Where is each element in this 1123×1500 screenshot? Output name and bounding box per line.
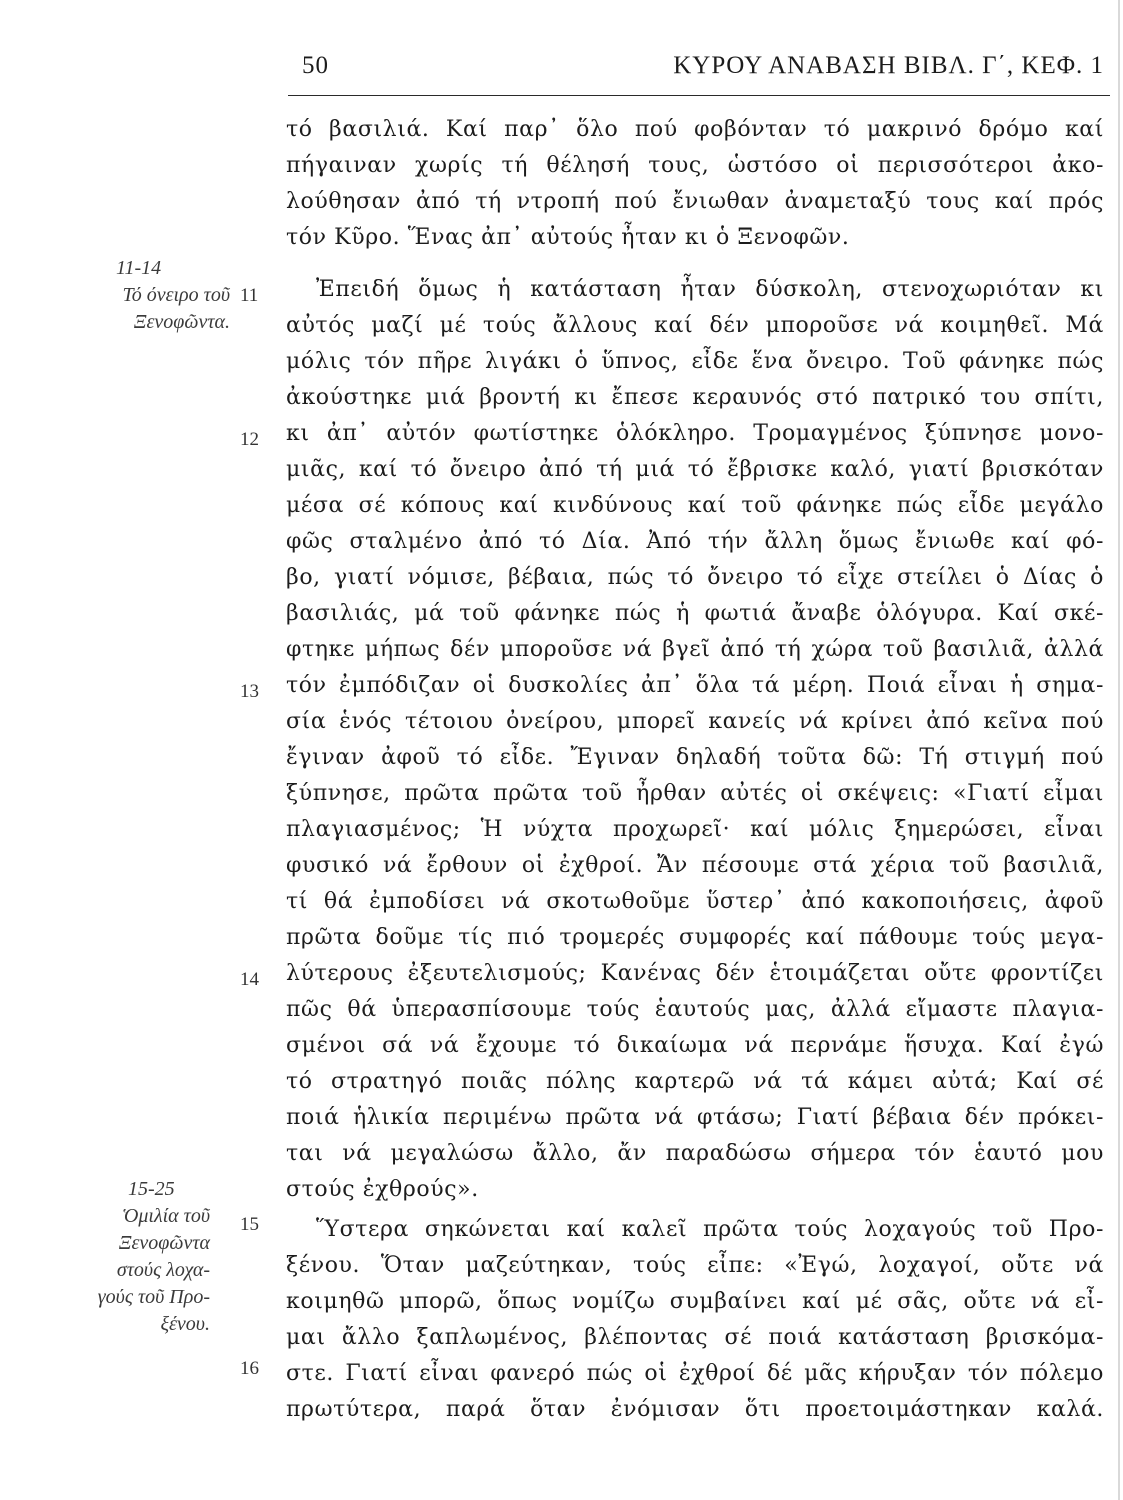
text-line: μόλις τόν πῆρε λιγάκι ὁ ὕπνος, εἶδε ἕνα ὄνειρο. Τοῦ φάνηκε πώς [286,349,1104,374]
text-line: ξένου. Ὅταν μαζεύτηκαν, τούς εἶπε: «Ἐγώ, λοχαγοί, οὔτε νά [286,1253,1104,1278]
margin-note-line: ξένου. [160,1313,210,1335]
margin-note-range: 15-25 [128,1178,175,1200]
text-line: φῶς σταλμένο ἀπό τό Δία. Ἀπό τήν ἄλλη ὅμως ἔνιωθε καί φό- [286,529,1104,554]
margin-note-dream [68,255,230,336]
text-line: τό βασιλιά. Καί παρ᾿ ὅλο πού φοβόνταν τό μακρινό δρόμο καί [286,117,1104,142]
text-line: μιᾶς, καί τό ὄνειρο ἀπό τή μιά τό ἔβρισκε καλό, γιατί βρισκόταν [286,457,1104,482]
header-rule [288,95,1110,96]
text-line: πῶς θά ὑπερασπίσουμε τούς ἑαυτούς μας, ἀλλά εἴμαστε πλαγια- [286,997,1104,1022]
text-line: ποιά ἡλικία περιμένω πρῶτα νά φτάσω; Γιατί βέβαια δέν πρόκει- [286,1105,1104,1130]
text-line: Ἐπειδή ὅμως ἡ κατάσταση ἦταν δύσκολη, στενοχωριόταν κι [316,277,1104,302]
text-line: φυσικό νά ἔρθουν οἱ ἐχθροί. Ἄν πέσουμε στά χέρια τοῦ βασιλιᾶ, [286,853,1104,878]
margin-note-speech [60,1176,210,1338]
text-line: μέσα σέ κόπους καί κινδύνους καί τοῦ φάνηκε πώς εἶδε μεγάλο [286,493,1104,518]
text-line: Ὕστερα σηκώνεται καί καλεῖ πρῶτα τούς λοχαγούς τοῦ Προ- [316,1217,1104,1242]
running-title: ΚΥΡΟΥ ΑΝΑΒΑΣΗ ΒΙΒΛ. Γ΄, ΚΕΦ. 1 [673,52,1104,79]
text-line: λύτερους ἐξευτελισμούς; Κανένας δέν ἑτοιμάζεται οὔτε φροντίζει [286,961,1104,986]
section-number: 12 [240,429,259,450]
text-line: ἀκούστηκε μιά βροντή κι ἔπεσε κεραυνός στό πατρικό του σπίτι, [286,385,1104,410]
margin-note-line: γούς τοῦ Προ- [97,1286,210,1308]
text-line: κοιμηθῶ μπορῶ, ὅπως νομίζω συμβαίνει καί μέ σᾶς, οὔτε νά εἶ- [286,1289,1104,1314]
text-line: τόν Κῦρο. Ἕνας ἀπ᾿ αὐτούς ἦταν κι ὁ Ξενοφῶν. [286,225,850,250]
text-line: φτηκε μήπως δέν μποροῦσε νά βγεῖ ἀπό τή χώρα τοῦ βασιλιᾶ, ἀλλά [286,637,1104,662]
margin-note-range: 11-14 [116,257,162,279]
margin-note-line: Ξενοφῶντα. [133,311,230,333]
text-line: πρωτύτερα, παρά ὅταν ἐνόμισαν ὅτι προετοιμάστηκαν καλά. [286,1397,1104,1422]
page-header [300,52,1110,88]
text-line: ται νά μεγαλώσω ἄλλο, ἄν παραδώσω σήμερα τόν ἑαυτό μου [286,1141,1104,1166]
text-line: τί θά ἐμποδίσει νά σκοτωθοῦμε ὕστερ᾿ ἀπό κακοποιήσεις, ἀφοῦ [286,889,1104,914]
margin-note-line: Ὁμιλία τοῦ [121,1205,210,1227]
text-line: στε. Γιατί εἶναι φανερό πώς οἱ ἐχθροί δέ μᾶς κήρυξαν τόν πόλεμο [286,1361,1104,1386]
page-edge [1118,0,1120,1500]
text-line: βο, γιατί νόμισε, βέβαια, πώς τό ὄνειρο τό εἶχε στείλει ὁ Δίας ὁ [286,565,1104,590]
section-number: 14 [240,969,259,990]
text-line: λούθησαν ἀπό τή ντροπή πού ἔνιωθαν ἀναμεταξύ τους καί πρός [286,189,1104,214]
margin-note-line: Ξενοφῶντα [118,1232,210,1254]
margin-note-line: στούς λοχα- [116,1259,210,1281]
text-line: ἔγιναν ἀφοῦ τό εἶδε. Ἔγιναν δηλαδή τοῦτα δῶ: Τή στιγμή πού [286,745,1104,770]
text-line: σία ἑνός τέτοιου ὀνείρου, μπορεῖ κανείς νά κρίνει ἀπό κεῖνα πού [286,709,1104,734]
text-line: αὐτός μαζί μέ τούς ἄλλους καί δέν μποροῦσε νά κοιμηθεῖ. Μά [286,313,1104,338]
text-line: τόν ἐμπόδιζαν οἱ δυσκολίες ἀπ᾿ ὅλα τά μέρη. Ποιά εἶναι ἡ σημα- [286,673,1104,698]
text-line: σμένοι σά νά ἔχουμε τό δικαίωμα νά περνάμε ἥσυχα. Καί ἐγώ [286,1033,1104,1058]
text-line: τό στρατηγό ποιᾶς πόλης καρτερῶ νά τά κάμει αὐτά; Καί σέ [286,1069,1104,1094]
text-line: μαι ἄλλο ξαπλωμένος, βλέποντας σέ ποιά κατάσταση βρισκόμα- [286,1325,1104,1350]
section-number: 16 [240,1358,259,1379]
section-number: 15 [240,1214,259,1235]
margin-note-line: Τό όνειρο τοῦ [122,284,230,306]
text-line: στούς ἐχθρούς». [286,1177,479,1202]
text-line: πλαγιασμένος; Ἡ νύχτα προχωρεῖ· καί μόλις ξημερώσει, εἶναι [286,817,1104,842]
section-number: 13 [240,681,259,702]
text-line: πρῶτα δοῦμε τίς πιό τρομερές συμφορές καί πάθουμε τούς μεγα- [286,925,1104,950]
text-line: πήγαιναν χωρίς τή θέλησή τους, ὡστόσο οἱ περισσότεροι ἀκο- [286,153,1104,178]
section-number: 11 [240,285,259,306]
text-line: ξύπνησε, πρῶτα πρῶτα τοῦ ἦρθαν αὐτές οἱ σκέψεις: «Γιατί εἶμαι [286,781,1104,806]
text-line: κι ἀπ᾿ αὐτόν φωτίστηκε ὁλόκληρο. Τρομαγμένος ξύπνησε μονο- [286,421,1104,446]
text-line: βασιλιάς, μά τοῦ φάνηκε πώς ἡ φωτιά ἄναβε ὁλόγυρα. Καί σκέ- [286,601,1104,626]
page-number: 50 [302,52,329,79]
